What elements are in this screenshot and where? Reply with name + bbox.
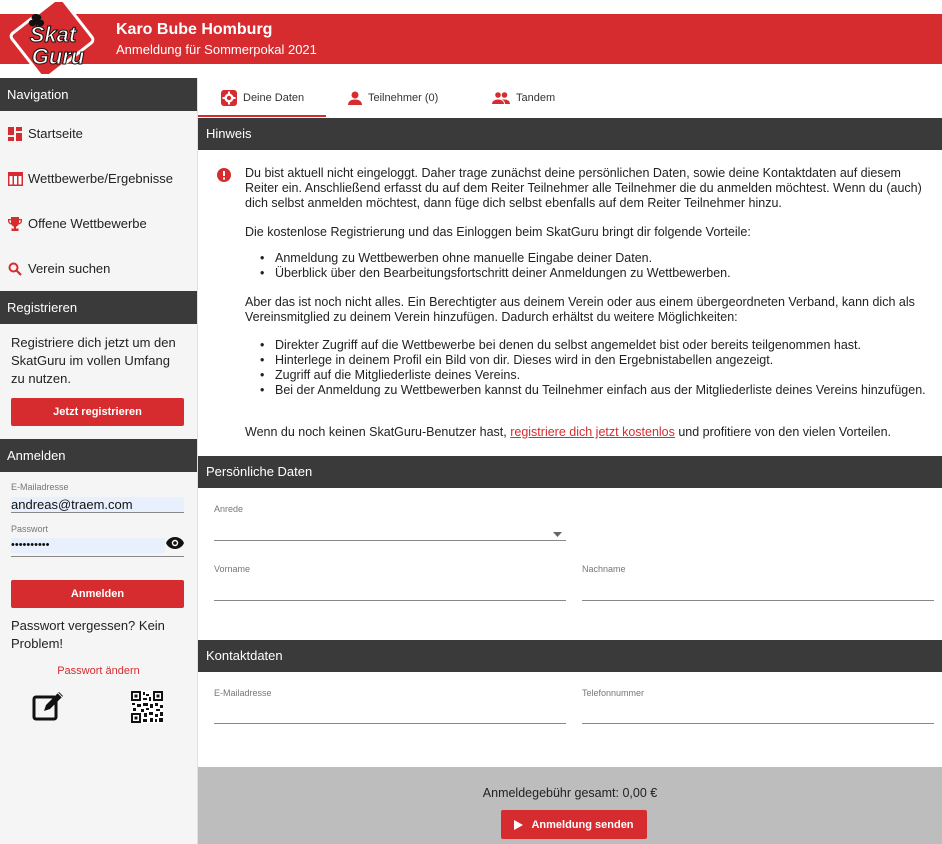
navigation-heading: Navigation — [0, 78, 197, 111]
trophy-icon — [7, 216, 23, 232]
submit-registration-button[interactable] — [501, 810, 647, 839]
login-password-underline — [11, 556, 184, 557]
hinweis-paragraph-3: Aber das ist noch nicht alles. Ein Berechtigter aus deinem Verein oder aus einem übergeordneten Verband, kann dich als Vereinsmitglied zu deinem Verein hinzufügen. Dadurch erhältst du weitere Möglichkeiten: — [245, 295, 915, 324]
active-tab-indicator — [198, 115, 326, 117]
nav-label-offene-wettbewerbe: Offene Wettbewerbe — [28, 216, 147, 231]
login-password-label: Passwort — [11, 524, 49, 534]
hinweis-list-2 — [260, 338, 935, 398]
nav-item-verein-suchen[interactable] — [0, 246, 197, 291]
nav-item-wettbewerbe[interactable] — [0, 156, 197, 201]
list-item: • Zugriff auf die Mitgliederliste deines Vereins. — [260, 368, 935, 383]
search-icon — [7, 261, 23, 277]
login-password-field[interactable] — [11, 524, 184, 556]
register-free-link[interactable]: registriere dich jetzt kostenlos — [510, 425, 675, 439]
nav-item-startseite[interactable] — [0, 111, 197, 156]
contact-email-label: E-Mailadresse — [214, 688, 272, 698]
tab-teilnehmer[interactable] — [348, 78, 438, 118]
login-email-label: E-Mailadresse — [11, 482, 69, 492]
person-icon — [348, 91, 362, 105]
total-fee-text: Anmeldegebühr gesamt: 0,00 € — [482, 786, 658, 800]
login-button[interactable]: Anmelden — [11, 580, 184, 608]
top-strip — [0, 0, 942, 14]
register-button[interactable]: Jetzt registrieren — [11, 398, 184, 426]
contact-email-field[interactable] — [214, 688, 566, 724]
phone-field[interactable] — [582, 688, 934, 724]
send-icon — [514, 820, 523, 830]
skatguru-logo[interactable] — [6, 2, 98, 74]
nav-label-verein-suchen: Verein suchen — [28, 261, 111, 276]
register-heading: Registrieren — [0, 291, 197, 324]
list-item: • Überblick über den Bearbeitungsfortschritt deiner Anmeldungen zu Wettbewerben. — [260, 266, 935, 281]
qr-code-icon[interactable] — [131, 691, 163, 728]
salutation-label: Anrede — [214, 504, 244, 514]
submit-footer — [198, 767, 942, 844]
hinweis-paragraph-4 — [245, 425, 935, 440]
firstname-field[interactable] — [214, 564, 566, 601]
app-subtitle: Anmeldung für Sommerpokal 2021 — [116, 42, 317, 57]
tab-deine-daten[interactable] — [221, 78, 304, 118]
logo-text-guru: Guru — [31, 44, 85, 69]
phone-underline — [582, 723, 934, 724]
edit-icon[interactable] — [32, 691, 64, 728]
salutation-select[interactable] — [214, 504, 566, 541]
people-icon — [492, 92, 510, 104]
salutation-underline — [214, 540, 566, 541]
hinweis-panel — [198, 149, 942, 455]
tab-label-tandem: Tandem — [516, 92, 556, 104]
list-item: • Direkter Zugriff auf die Wettbewerbe bei denen du selbst angemeldet bist oder bereits teilgenommen hast. — [260, 338, 935, 353]
list-item: • Anmeldung zu Wettbewerben ohne manuelle Eingabe deiner Daten. — [260, 251, 935, 266]
list-item: • Bei der Anmeldung zu Wettbewerben kannst du Teilnehmer einfach aus der Mitgliederliste deines Vereins hinzufügen. — [260, 383, 935, 398]
tab-bar — [198, 78, 942, 118]
personal-data-form — [198, 488, 942, 640]
firstname-underline — [214, 600, 566, 601]
settings-icon — [221, 90, 237, 106]
phone-label: Telefonnummer — [582, 688, 645, 698]
hinweis-list-1 — [260, 251, 935, 281]
sidebar — [0, 78, 198, 844]
contact-email-underline — [214, 723, 566, 724]
login-password-value[interactable]: •••••••••• — [11, 538, 165, 553]
dashboard-icon — [7, 126, 23, 142]
forgot-password-text: Passwort vergessen? Kein Problem! — [11, 618, 165, 651]
contact-data-form — [198, 672, 942, 767]
hinweis-paragraph-1: Du bist aktuell nicht eingeloggt. Daher trage zunächst deine persönlichen Daten, sowie deine Kontaktdaten auf diesem Reiter ein. Anschließend erfasst du auf dem Reiter Teilnehmer alle Teilnehmer die du anmelden möchtest. Wenn du (auch) dich selbst anmelden möchtest, dann füge dich selbst ebenfalls auf dem Reiter Teilnehmer hinzu. — [245, 166, 922, 210]
nav-label-wettbewerbe: Wettbewerbe/Ergebnisse — [28, 171, 174, 186]
submit-registration-label: Anmeldung senden — [531, 818, 634, 831]
login-email-value[interactable]: andreas@traem.com — [11, 497, 184, 512]
lastname-label: Nachname — [582, 564, 626, 574]
lastname-field[interactable] — [582, 564, 934, 601]
firstname-label: Vorname — [214, 564, 251, 574]
app-title: Karo Bube Homburg — [116, 21, 273, 38]
lastname-underline — [582, 600, 934, 601]
hinweis-p4-after: und profitiere von den vielen Vorteilen. — [674, 425, 891, 439]
change-password-link[interactable]: Passwort ändern — [57, 665, 140, 677]
list-item: • Hinterlege in deinem Profil ein Bild von dir. Dieses wird in den Ergebnistabellen angezeigt. — [260, 353, 935, 368]
login-email-underline — [11, 512, 184, 513]
nav-item-offene-wettbewerbe[interactable] — [0, 201, 197, 246]
app-header — [0, 14, 942, 64]
hinweis-p4-before: Wenn du noch keinen SkatGuru-Benutzer hast, — [245, 425, 511, 439]
login-email-field[interactable] — [11, 482, 184, 512]
login-heading: Anmelden — [0, 439, 197, 472]
nav-label-startseite: Startseite — [28, 126, 83, 141]
tab-label-deine-daten: Deine Daten — [243, 92, 305, 104]
info-icon — [217, 168, 231, 186]
eye-icon[interactable] — [166, 536, 184, 554]
register-text: Registriere dich jetzt um den SkatGuru im vollen Umfang zu nutzen. — [11, 335, 176, 386]
contact-data-heading: Kontaktdaten — [198, 640, 942, 672]
hinweis-paragraph-2: Die kostenlose Registrierung und das Einloggen beim SkatGuru bringt dir folgende Vorteile: — [245, 225, 751, 239]
tab-tandem[interactable] — [492, 78, 555, 118]
logo-text-skat: Skat — [29, 22, 77, 47]
hinweis-heading: Hinweis — [198, 118, 942, 150]
table-icon — [7, 171, 23, 187]
tab-label-teilnehmer: Teilnehmer (0) — [368, 92, 439, 104]
personal-data-heading: Persönliche Daten — [198, 456, 942, 488]
